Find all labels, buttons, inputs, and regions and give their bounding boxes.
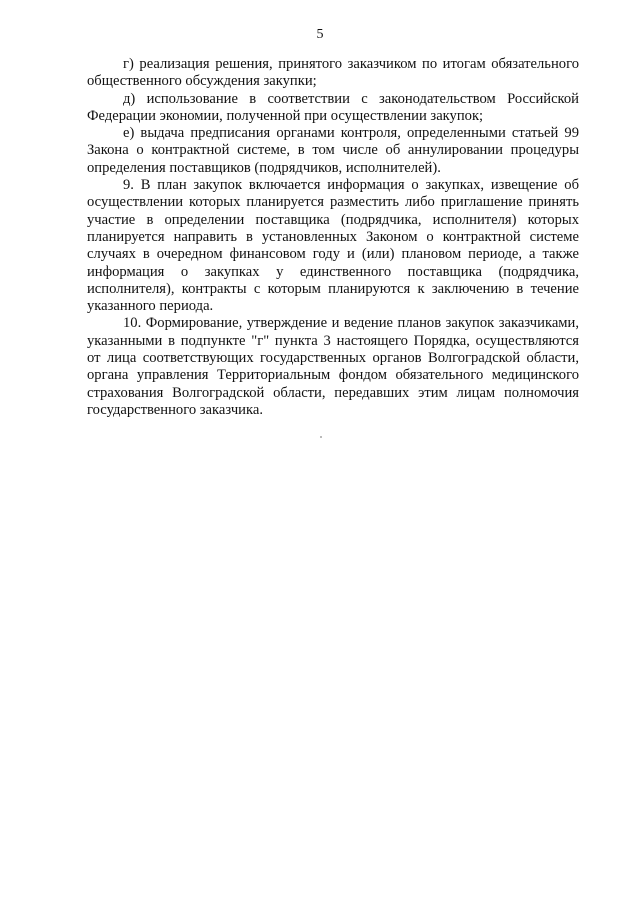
paragraph-item-e: е) выдача предписания органами контроля, определенными статьей 99 Закона о контрактной системе, в том числе об аннулировании процедуры определения поставщиков (подрядчиков, исполнителей). <box>87 125 579 176</box>
page-number: 5 <box>316 27 324 42</box>
paragraph-10: 10. Формирование, утверждение и ведение планов закупок заказчиками, указанными в подпункте "г" пункта 3 настоящего Порядка, осуществляются от лица соответствующих государственных органов Волгоградской области, органа управления Территориальным фондом обязательного медицинского страхования Волгоградской области, передавших этим лицам полномочия государственного заказчика. <box>87 315 579 418</box>
scan-speck <box>320 436 322 438</box>
paragraph-item-d: д) использование в соответствии с законодательством Российской Федерации экономии, полученной при осуществлении закупок; <box>87 90 579 124</box>
paragraph-item-g: г) реализация решения, принятого заказчиком по итогам обязательного общественного обсуждения закупки; <box>87 56 579 90</box>
document-body <box>87 56 579 419</box>
paragraph-9: 9. В план закупок включается информация о закупках, извещение об осуществлении которых планируется разместить либо приглашение принять участие в определении поставщика (подрядчика, исполнителя) которых планируется направить в установленных Законом о контрактной системе случаях в очередном финансовом году и (или) плановом периоде, а также информация о закупках у единственного поставщика (подрядчика, исполнителя), контракты с которым планируются к заключению в течение указанного периода. <box>87 177 579 315</box>
